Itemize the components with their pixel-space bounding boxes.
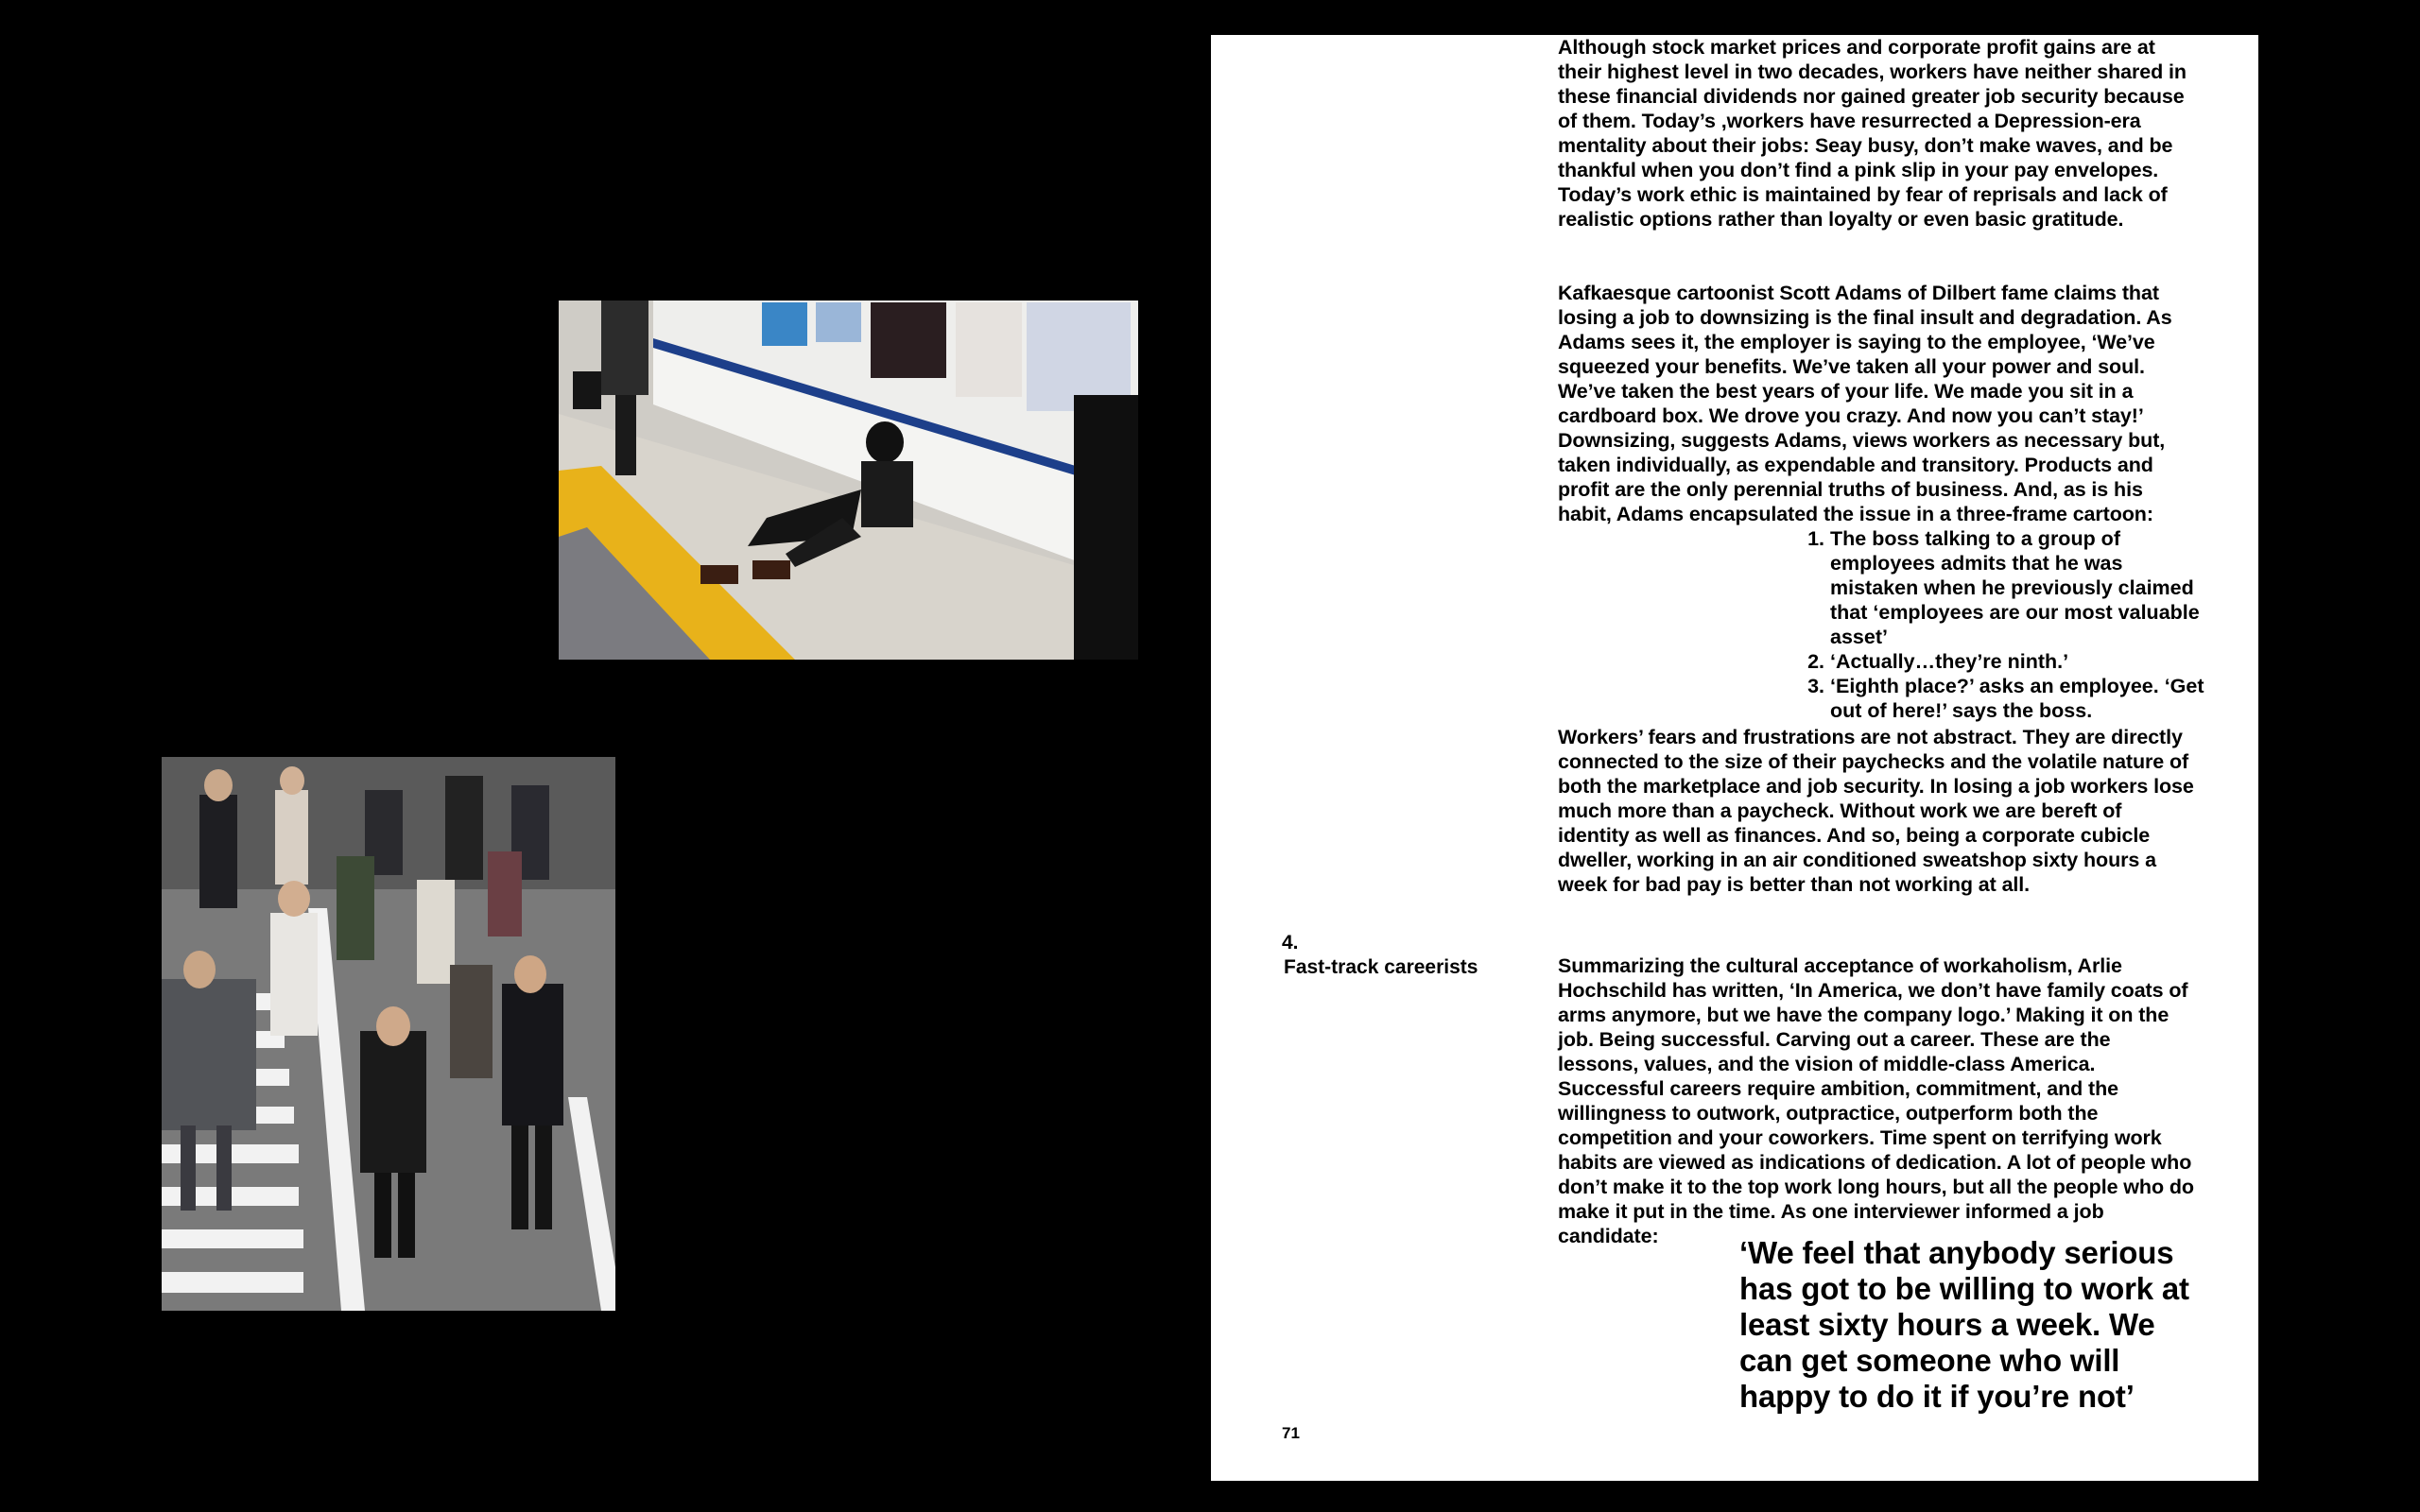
list-item: 2. ‘Actually…they’re ninth.’	[1830, 649, 2208, 674]
book-page	[1211, 35, 2258, 1481]
paragraph-hochschild: Summarizing the cultural acceptance of workaholism, Arlie Hochschild has written, ‘In America, we don’t have family coats of arms anymore, but we have the company logo.’ Making it on the job. Being successful. Carving out a career. These are the lessons, values, and the vision of middle-class America. Successful careers require ambition, commitment, and the willingness to outwork, outpractice, outperform both the competition and your coworkers. Time spent on terrifying work habits are viewed as indications of dedication. A lot of people who don’t make it to the top work long hours, but all the people who do make it put in the time. As one interviewer informed a job candidate:	[1558, 954, 2194, 1247]
section-title: Fast-track careerists	[1284, 956, 1478, 978]
paragraph-workers-fears: Workers’ fears and frustrations are not abstract. They are directly connected to the size of their paychecks and the volatile nature of both the marketplace and job security. In losing a job workers lose much more than a paycheck. Without work we are bereft of identity as well as finances. And so, being a corporate cubicle dweller, working in an air conditioned sweatshop sixty hours a week for bad pay is better than not working at all.	[1558, 726, 2194, 896]
paragraph-scott-adams: Kafkaesque cartoonist Scott Adams of Dilbert fame claims that losing a job to downsizing is the final insult and degradation. As Adams sees it, the employer is saying to the employee, ‘We’ve squeezed your benefits. We’ve taken all your power and soul. We’ve taken the best years of your life. We made you sit in a cardboard box. We drove you crazy. And now you can’t stay!’ Downsizing, suggests Adams, views workers as necessary but, taken individually, as expendable and transitory. Products and profit are the only perennial truths of business. And, as is his habit, Adams encapsulated the issue in a three-frame cartoon:	[1558, 282, 2172, 525]
crosswalk-commuters-photo	[162, 757, 615, 1311]
cartoon-frames-list	[1807, 526, 2208, 723]
pull-quote: ‘We feel that anybody serious has got to be willing to work at least sixty hours a week. We can get someone who will happy to do it if you’re not’	[1739, 1235, 2189, 1414]
paragraph-stock-market: Although stock market prices and corporate profit gains are at their highest level in two decades, workers have neither shared in these financial dividends nor gained greater job security because of them. Today’s ,workers have resurrected a Depression-era mentality about their jobs: Seay busy, don’t make waves, and be thankful when you don’t find a pink slip in your pay envelopes. Today’s work ethic is maintained by fear of reprisals and lack of realistic options rather than loyalty or even basic gratitude.	[1558, 36, 2187, 231]
crosswalk-commuters-illustration	[162, 757, 615, 1311]
section-number: 4.	[1282, 932, 1299, 954]
list-item: 3. ‘Eighth place?’ asks an employee. ‘Get out of here!’ says the boss.	[1830, 674, 2208, 723]
page-number: 71	[1282, 1424, 1300, 1442]
subway-platform-illustration	[559, 301, 1138, 660]
subway-platform-photo	[559, 301, 1138, 660]
list-item: 1. The boss talking to a group of employees admits that he was mistaken when he previously claimed that ‘employees are our most valuable asset’	[1830, 526, 2208, 649]
